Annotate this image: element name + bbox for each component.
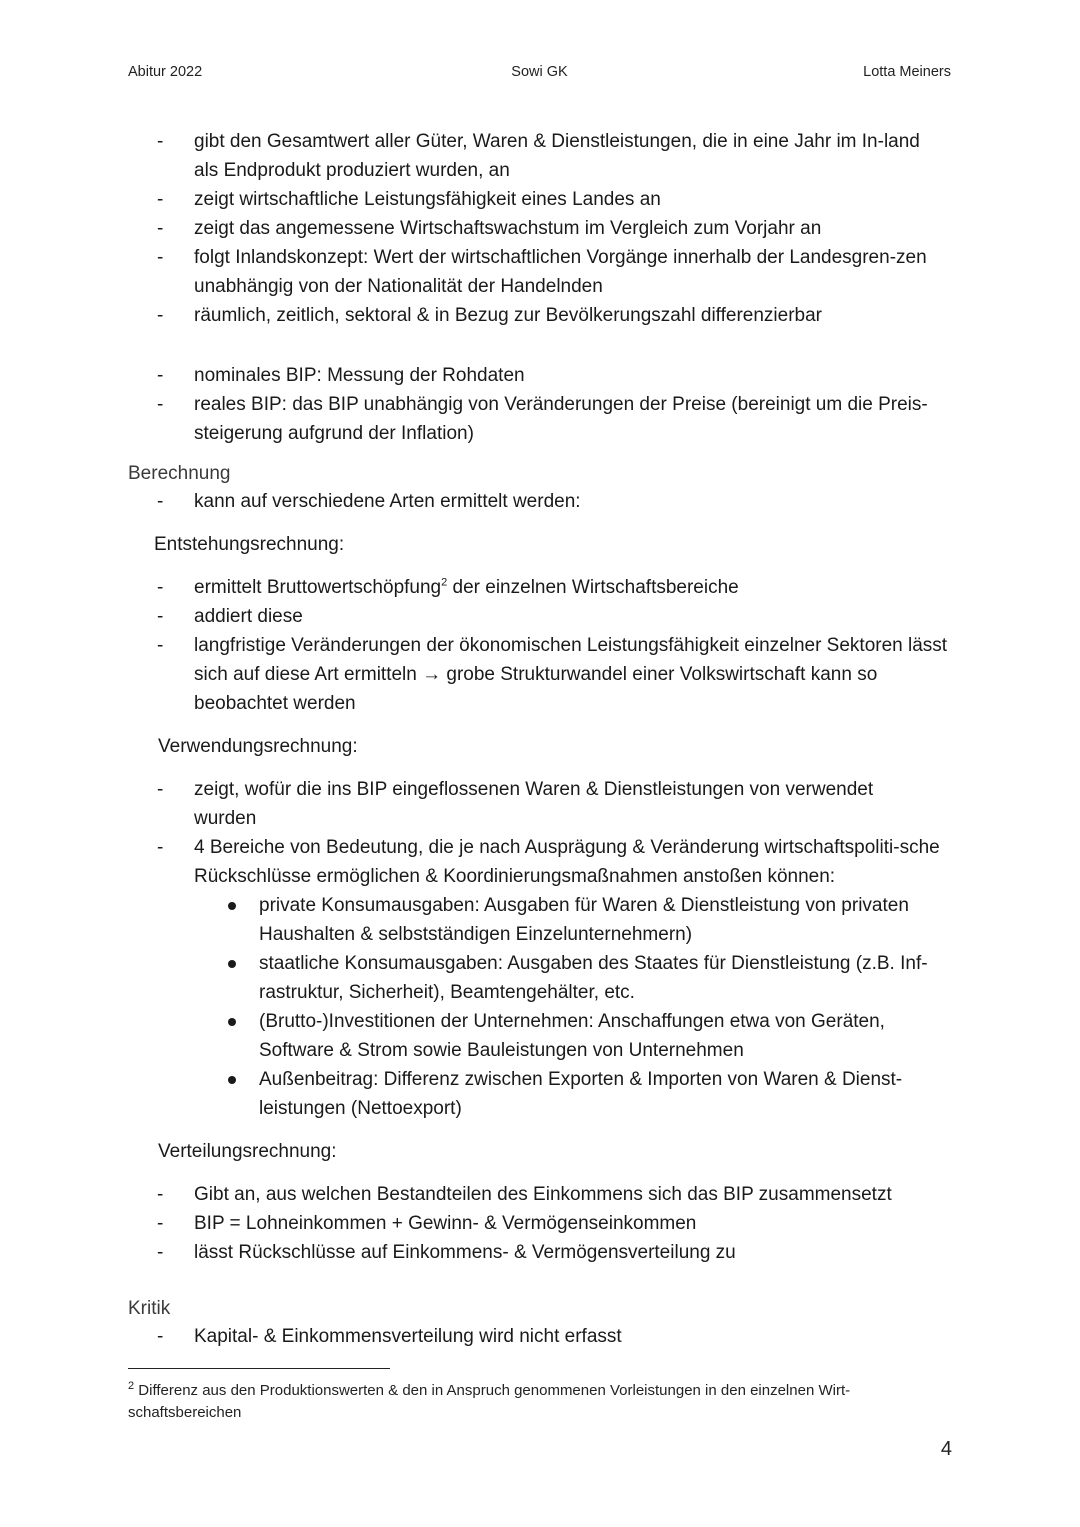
berechnung-list bbox=[128, 487, 958, 516]
list-item: - nominales BIP: Messung der Rohdaten bbox=[128, 361, 958, 390]
list-item: - Gibt an, aus welchen Bestandteilen des Einkommens sich das BIP zusammensetzt bbox=[128, 1180, 958, 1209]
verwendung-list bbox=[128, 775, 958, 891]
page-number: 4 bbox=[940, 1438, 952, 1460]
footnote-number: 2 bbox=[128, 1380, 135, 1392]
page-header bbox=[128, 64, 951, 84]
list-item: - zeigt wirtschaftliche Leistungsfähigkeit eines Landes an bbox=[128, 185, 958, 214]
header-subject: Sowi GK bbox=[511, 64, 568, 80]
list-item: private Konsumausgaben: Ausgaben für Waren & Dienstleistung von privaten Haushalten & selbstständigen Einzelunternehmern) bbox=[128, 891, 958, 949]
verteilung-list bbox=[128, 1180, 958, 1267]
list-item: - lässt Rückschlüsse auf Einkommens- & Vermögensverteilung zu bbox=[128, 1238, 958, 1267]
verwendung-bullets bbox=[128, 891, 958, 1123]
list-item: - BIP = Lohneinkommen + Gewinn- & Vermögenseinkommen bbox=[128, 1209, 958, 1238]
list-item: - zeigt, wofür die ins BIP eingeflossenen Waren & Dienstleistungen von verwendet wurden bbox=[128, 775, 958, 833]
list-item: staatliche Konsumausgaben: Ausgaben des Staates für Dienstleistung (z.B. Inf-rastruktur, Sicherheit), Beamtengehälter, etc. bbox=[128, 949, 958, 1007]
header-exam: Abitur 2022 bbox=[128, 64, 203, 80]
list-item: - zeigt das angemessene Wirtschaftswachstum im Vergleich zum Vorjahr an bbox=[128, 214, 958, 243]
entstehung-list bbox=[128, 573, 958, 718]
bip-types-list bbox=[128, 361, 958, 448]
list-item: - räumlich, zeitlich, sektoral & in Bezug zur Bevölkerungszahl differenzierbar bbox=[128, 301, 958, 330]
list-item: - 4 Bereiche von Bedeutung, die je nach Ausprägung & Veränderung wirtschaftspoliti-sche Rückschlüsse ermöglichen & Koordinierungsmaßnahmen anstoßen können: bbox=[128, 833, 958, 891]
kritik-list bbox=[128, 1322, 958, 1351]
subheading-verteilungsrechnung: Verteilungsrechnung: bbox=[158, 1141, 337, 1162]
section-heading-berechnung: Berechnung bbox=[128, 463, 231, 484]
list-item: - reales BIP: das BIP unabhängig von Veränderungen der Preise (bereinigt um die Preis-steigerung aufgrund der Inflation) bbox=[128, 390, 958, 448]
footnote-ref: 2 bbox=[441, 576, 448, 589]
entstehung-item-text-cont: der einzelnen Wirtschaftsbereiche bbox=[447, 577, 739, 598]
page-content bbox=[128, 127, 958, 1351]
intro-list bbox=[128, 127, 958, 330]
footnote-text: Differenz aus den Produktionswerten & den in Anspruch genommenen Vorleistungen in den einzelnen Wirt-schaftsbereichen bbox=[128, 1382, 851, 1421]
section-heading-kritik: Kritik bbox=[128, 1298, 171, 1319]
list-item: - Kapital- & Einkommensverteilung wird nicht erfasst bbox=[128, 1322, 958, 1351]
footnote-divider bbox=[128, 1368, 390, 1369]
list-item: - addiert diese bbox=[128, 602, 958, 631]
footnote bbox=[128, 1380, 948, 1424]
list-item: - langfristige Veränderungen der ökonomischen Leistungsfähigkeit einzelner Sektoren lässt sich auf diese Art ermitteln → grobe Strukturwandel einer Volkswirtschaft kann so beobachtet werden bbox=[128, 631, 958, 718]
list-item bbox=[128, 573, 958, 602]
subheading-entstehungsrechnung: Entstehungsrechnung: bbox=[154, 534, 345, 555]
list-item: - folgt Inlandskonzept: Wert der wirtschaftlichen Vorgänge innerhalb der Landesgren-zen unabhängig von der Nationalität der Handelnden bbox=[128, 243, 958, 301]
list-item: (Brutto-)Investitionen der Unternehmen: Anschaffungen etwa von Geräten, Software & Strom sowie Bauleistungen von Unternehmen bbox=[128, 1007, 958, 1065]
entstehung-item-text: ermittelt Bruttowertschöpfung bbox=[194, 577, 442, 598]
list-item: Außenbeitrag: Differenz zwischen Exporten & Importen von Waren & Dienst-leistungen (Nettoexport) bbox=[128, 1065, 958, 1123]
header-author: Lotta Meiners bbox=[863, 64, 951, 80]
list-item: - gibt den Gesamtwert aller Güter, Waren & Dienstleistungen, die in eine Jahr im In-land als Endprodukt produziert wurden, an bbox=[128, 127, 958, 185]
subheading-verwendungsrechnung: Verwendungsrechnung: bbox=[158, 736, 358, 757]
list-item: - kann auf verschiedene Arten ermittelt werden: bbox=[128, 487, 958, 516]
